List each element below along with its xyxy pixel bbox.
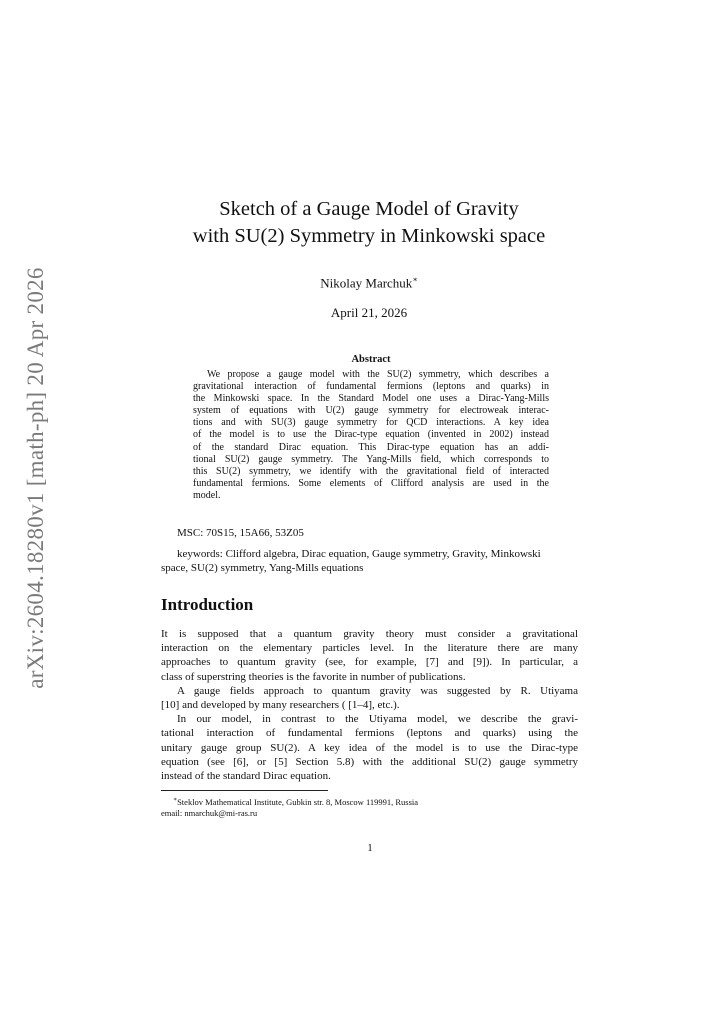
author [160,272,578,291]
keywords-line-2: space, SU(2) symmetry, Yang-Mills equations [161,562,364,574]
introduction-body [161,627,578,783]
abstract-line: system of equations with U(2) gauge symmetry for electroweak interac- [193,405,549,417]
footnote-affiliation-text: Steklov Mathematical Institute, Gubkin str. 8, Moscow 119991, Russia [177,796,419,807]
title-block [160,196,578,321]
body-line: A gauge fields approach to quantum gravity was suggested by R. Utiyama [177,684,578,697]
abstract-line: We propose a gauge model with the SU(2) symmetry, which describes a [207,369,549,380]
keywords-line-1: keywords: Clifford algebra, Dirac equation, Gauge symmetry, Gravity, Minkowski [177,548,541,560]
body-line: [10] and developed by many researchers ( [1–4], etc.). [161,699,400,712]
paper-title-line-2: with SU(2) Symmetry in Minkowski space [192,225,546,247]
abstract-line: this SU(2) symmetry, we identify with the gravitational field of interacted [193,465,549,477]
arxiv-identifier-stamp [6,0,66,1019]
author-name: Nikolay Marchuk [320,275,413,291]
author-footnote-mark: ∗ [412,275,418,284]
abstract-line: of the standard Dirac equation. This Dirac-type equation has an addi- [193,441,549,453]
body-line: In our model, in contrast to the Utiyama model, we describe the gravi- [177,713,578,726]
section-heading-introduction: Introduction [161,595,254,614]
keywords [161,547,601,575]
abstract-line: model. [193,489,221,501]
footnote-affiliation [161,795,578,808]
abstract-line: the Minkowski space. In the Standard Model one uses a Dirac-Yang-Mills [193,393,549,405]
msc-classification: MSC: 70S15, 15A66, 53Z05 [177,527,304,539]
body-line: approaches to quantum gravity (see, for example, [7] and [9]). In particular, a [161,656,578,669]
footnote [161,795,578,819]
abstract-line: fundamental fermions. Some elements of Clifford analysis are used in the [193,477,549,489]
footnote-divider [161,790,328,791]
arxiv-identifier-text: arXiv:2604.18280v1 [math-ph] 20 Apr 2026 [23,267,48,689]
footnote-mark: ∗ [173,797,178,803]
abstract-line: tions and with SU(3) gauge symmetry for QCD interactions. A key idea [193,417,549,429]
abstract-line: gravitational interaction of fundamental fermions (leptons and quarks) in [193,381,549,393]
abstract-line: of the model is to use the Dirac-type equation (invented in 2002) instead [193,429,549,441]
body-line: It is supposed that a quantum gravity theory must consider a gravitational [161,628,578,640]
page-number: 1 [367,842,373,854]
body-line: interaction on the elementary particles level. In the literature there are many [161,642,578,655]
abstract-heading: Abstract [351,354,391,365]
body-line: instead of the standard Dirac equation. [161,770,331,783]
paper-title-line-1: Sketch of a Gauge Model of Gravity [219,198,519,220]
paper-date: April 21, 2026 [330,305,408,321]
body-line: equation (see [6], or [5] Section 5.8) with the additional SU(2) gauge symmetry [161,755,578,768]
footnote-email: email: nmarchuk@mi-ras.ru [161,807,258,818]
body-line: tational interaction of fundamental fermions (leptons and quarks) using the [161,727,578,740]
abstract-line: tional SU(2) gauge symmetry. The Yang-Mills field, which corresponds to [193,453,549,465]
body-line: class of superstring theories is the favorite in number of publications. [161,670,466,683]
body-line: unitary gauge group SU(2). A key idea of the model is to use the Dirac-type [161,741,578,754]
abstract [193,353,549,502]
